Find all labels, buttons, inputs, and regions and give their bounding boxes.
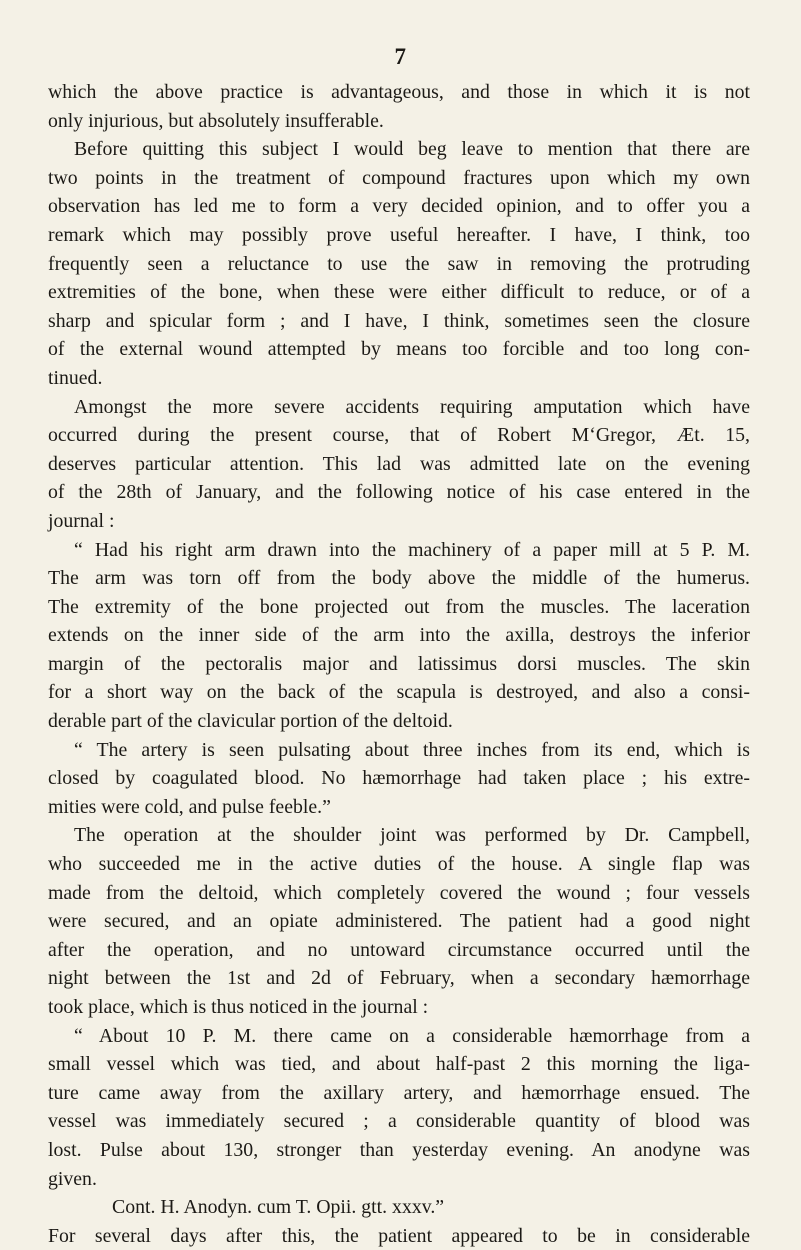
text-line: journal : [48, 509, 115, 532]
text-line: only injurious, but absolutely insufferable. [48, 109, 384, 132]
text-line: for a short way on the back of the scapula is destroyed, and also a consi- [48, 681, 750, 704]
text-line: “ Had his right arm drawn into the machinery of a paper mill at 5 P. M. [74, 538, 750, 561]
text-line: given. [48, 1167, 97, 1190]
text-line: two points in the treatment of compound fractures upon which my own [48, 166, 750, 189]
text-line: The extremity of the bone projected out from the muscles. The laceration [48, 595, 750, 618]
text-line: The operation at the shoulder joint was performed by Dr. Campbell, [74, 824, 750, 847]
text-line: Before quitting this subject I would beg leave to mention that there are [74, 138, 750, 161]
text-line: Amongst the more severe accidents requiring amputation which have [74, 395, 750, 418]
text-line: The arm was torn off from the body above the middle of the humerus. [48, 567, 750, 590]
text-line: derable part of the clavicular portion of the deltoid. [48, 710, 453, 733]
text-line: For several days after this, the patient appeared to be in considerable [48, 1224, 750, 1247]
text-line: small vessel which was tied, and about half-past 2 this morning the liga- [48, 1053, 750, 1076]
text-line: of the 28th of January, and the following notice of his case entered in the [48, 481, 750, 504]
text-line: closed by coagulated blood. No hæmorrhage had taken place ; his extre- [48, 767, 750, 790]
text-line: “ About 10 P. M. there came on a considerable hæmorrhage from a [74, 1024, 750, 1047]
text-line: vessel was immediately secured ; a considerable quantity of blood was [48, 1110, 750, 1133]
text-line: who succeeded me in the active duties of the house. A single flap was [48, 853, 750, 876]
text-line: Cont. H. Anodyn. cum T. Opii. gtt. xxxv.” [112, 1196, 445, 1219]
text-line: remark which may possibly prove useful hereafter. I have, I think, too [48, 223, 750, 246]
text-line: ture came away from the axillary artery, and hæmorrhage ensued. The [48, 1081, 750, 1104]
text-line: tinued. [48, 366, 103, 389]
text-line: of the external wound attempted by means too forcible and too long con- [48, 338, 750, 361]
page-number: 7 [394, 44, 407, 69]
text-line: night between the 1st and 2d of February, when a secondary hæmorrhage [48, 967, 750, 990]
text-line: frequently seen a reluctance to use the saw in removing the protruding [48, 252, 750, 275]
text-line: observation has led me to form a very decided opinion, and to offer you a [48, 195, 750, 218]
text-line: “ The artery is seen pulsating about three inches from its end, which is [74, 738, 750, 761]
text-line: lost. Pulse about 130, stronger than yesterday evening. An anodyne was [48, 1138, 750, 1161]
text-line: which the above practice is advantageous, and those in which it is not [48, 81, 750, 103]
text-line: took place, which is thus noticed in the journal : [48, 996, 429, 1018]
text-line: were secured, and an opiate administered. The patient had a good night [48, 910, 750, 933]
text-line: occurred during the present course, that of Robert M‘Gregor, Æt. 15, [48, 424, 750, 447]
text-line: mities were cold, and pulse feeble.” [48, 795, 331, 818]
text-line: margin of the pectoralis major and latissimus dorsi muscles. The skin [48, 652, 750, 675]
text-line: sharp and spicular form ; and I have, I think, sometimes seen the closure [48, 309, 750, 332]
text-line: extremities of the bone, when these were either difficult to reduce, or of a [48, 281, 750, 304]
body-text [48, 78, 750, 1250]
text-line: made from the deltoid, which completely covered the wound ; four vessels [48, 881, 750, 904]
text-line: extends on the inner side of the arm into the axilla, destroys the inferior [48, 624, 750, 647]
text-line: after the operation, and no untoward circumstance occurred until the [48, 938, 750, 961]
text-line: deserves particular attention. This lad was admitted late on the evening [48, 452, 750, 475]
